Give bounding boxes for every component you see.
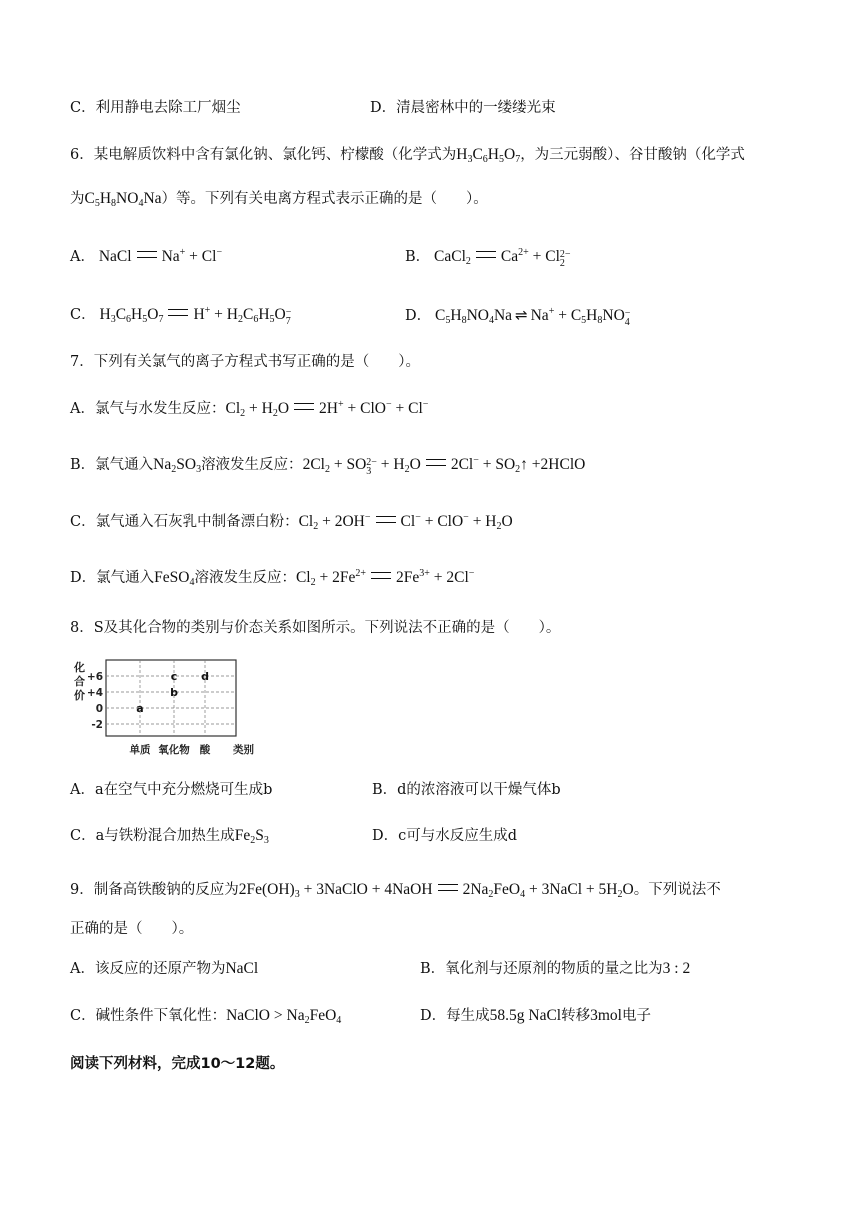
section-heading: 阅读下列材料，完成10～12题。: [70, 1056, 285, 1072]
q7-stem: 7．下列有关氯气的离子方程式书写正确的是（ ）。: [70, 354, 420, 370]
q9-option-d: D．每生成58.5g NaCl转移3mol电子: [420, 1007, 651, 1024]
q8-stem: 8．S及其化合物的类别与价态关系如图所示。下列说法不正确的是（ ）。: [70, 620, 561, 636]
y-tick-label: -2: [91, 719, 103, 731]
point-a: a: [136, 702, 144, 715]
y-tick-label: 0: [95, 703, 103, 715]
y-axis-label-char: 合: [74, 675, 85, 688]
q6-option-b: B． CaCl$_2$ $Ca^{2+} + Cl$ 2− 2: [405, 247, 571, 269]
q7-option-d: D．氯气通入FeSO$_4$溶液发生反应：$Cl_2 + 2Fe^{2+}$ $2Fe^{3+} + 2Cl^-$: [70, 568, 475, 588]
q7-option-a: A．氯气与水发生反应：$Cl_2 + H_2O$ 2H+ + ClO− + Cl−: [70, 399, 429, 419]
q9-option-b: B．氧化剂与还原剂的物质的量之比为3 : 2: [420, 960, 691, 977]
q6-option-a: A． NaCl Na+ + Cl−: [70, 247, 223, 265]
y-tick-label: +4: [86, 687, 103, 699]
q8-option-b: B．d的浓溶液可以干燥气体b: [372, 782, 561, 798]
citric-acid-formula: $H_3C_6H_5O_7$: [456, 146, 521, 165]
x-category-label: 酸: [199, 744, 211, 756]
point-c: c: [170, 670, 178, 683]
q6-option-d: D． $C_5H_8NO_4Na$ ⇌ $Na^+ + C_5H_8NO$ − 4: [405, 306, 631, 328]
q9-option-c: C．碱性条件下氧化性：NaClO > $Na_2FeO_4$: [70, 1007, 342, 1026]
x-category-label: 单质: [129, 744, 151, 756]
x-category-label: 氧化物: [158, 744, 190, 756]
q9-option-a: A．该反应的还原产物为NaCl: [70, 960, 259, 977]
q6-option-c: C． $H_3C_6H_5O_7$ $H^+ + H_2C_6H_5O$ − 7: [70, 305, 292, 327]
q9-stem-line2: 正确的是（ ）。: [70, 921, 194, 937]
q6-stem-line2: 为$C_5H_8NO_4Na$）等。下列有关电离方程式表示正确的是（ ）。: [70, 190, 488, 209]
q6-stem-line1: 6．某电解质饮料中含有氯化钠、氯化钙、柠檬酸（化学式为$H_3C_6H_5O_7$，为三元弱酸）、谷甘酸钠（化学式: [70, 146, 745, 165]
q8-option-d: D．c可与水反应生成d: [372, 828, 518, 844]
msg-formula: $C_5H_8NO_4Na$: [84, 190, 162, 209]
q7-option-b: B．氯气通入$Na_2SO_3$溶液发生反应：$2Cl_2$ + SO 2− 3 + $H_2O$ $2Cl^- + SO_2↑$ +2HClO: [70, 455, 586, 477]
q8-option-a: A．a在空气中充分燃烧可生成b: [70, 782, 273, 798]
q9-stem-line1: 9．制备高铁酸钠的反应为$2Fe(OH)_3$ + 3NaClO + 4NaOH $2Na_2FeO_4$ + 3NaCl + $5H_2O$。下列说法不: [70, 881, 721, 900]
y-tick-label: +6: [86, 671, 103, 683]
x-axis-label: 类别: [233, 744, 254, 756]
q8-option-c: C．a与铁粉混合加热生成$Fe_2S_3$: [70, 827, 269, 846]
point-b: b: [170, 686, 178, 699]
q5-option-c: C．利用静电去除工厂烟尘: [70, 100, 241, 116]
valence-class-chart: [70, 654, 270, 760]
y-axis-label-char: 化: [74, 661, 85, 674]
q7-option-c: C．氯气通入石灰乳中制备漂白粉：$Cl_2 + 2OH^-$ $Cl^- + ClO^- + H_2O$: [70, 512, 513, 532]
y-axis-label-char: 价: [74, 689, 85, 702]
point-d: d: [201, 670, 209, 683]
q5-option-d: D．清晨密林中的一缕缕光束: [370, 100, 556, 116]
